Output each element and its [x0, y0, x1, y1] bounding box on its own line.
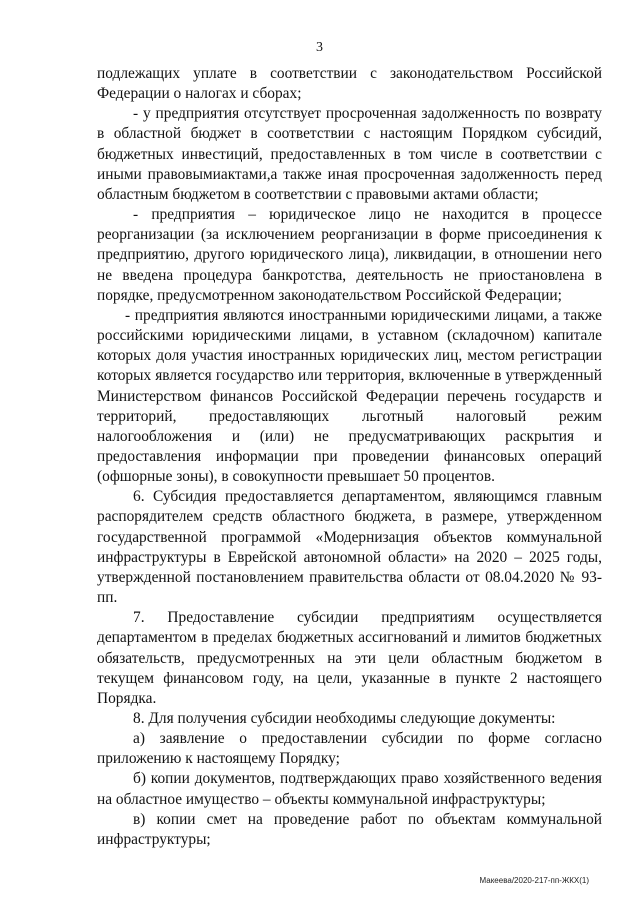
paragraph: - предприятия – юридическое лицо не находится в процессе реорганизации (за исключением реорганизации в форме присоединения к предприятию, другого юридического лица), ликвидации, в отношении него не введена процедура банкротства, деятельность не приостановлена в порядке, предусмотренном законодательством Российской Федерации;	[97, 206, 602, 304]
paragraph: - предприятия являются иностранными юридическими лицами, а также российскими юридическими лицами, в уставном (складочном) капитале которых доля участия иностранных юридических лиц, местом регистрации которых является государство или территория, включенные в утвержденный Министерством финансов Российской Федерации перечень государств и территорий, предоставляющих льготный налоговый режим налогообложения и (или) не предусматривающих раскрытия и предоставления информации при проведении финансовых операций (офшорные зоны), в совокупности превышает 50 процентов.	[97, 306, 602, 486]
paragraph: а) заявление о предоставлении субсидии по форме согласно приложению к настоящему Порядку;	[97, 730, 602, 768]
paragraph: 8. Для получения субсидии необходимы следующие документы:	[133, 710, 556, 727]
paragraph: 7. Предоставление субсидии предприятиям осуществляется департаментом в пределах бюджетных ассигнований и лимитов бюджетных обязательств, предусмотренных на эти цели областным бюджетом в текущем финансовом году, на цели, указанные в пункте 2 настоящего Порядка.	[97, 609, 602, 707]
paragraph: подлежащих уплате в соответствии с законодательством Российской Федерации о налогах и сборах;	[97, 65, 602, 103]
document-body	[97, 64, 602, 850]
document-footer-code: Макеева/2020-217-пп-ЖКХ(1)	[479, 876, 589, 885]
page-number: 3	[316, 40, 323, 55]
paragraph: б) копии документов, подтверждающих право хозяйственного ведения на областное имущество – объекты коммунальной инфраструктуры;	[97, 770, 602, 808]
paragraph: в) копии смет на проведение работ по объектам коммунальной инфраструктуры;	[97, 810, 602, 848]
paragraph: 6. Субсидия предоставляется департаментом, являющимся главным распорядителем средств областного бюджета, в размере, утвержденном государственной программой «Модернизация объектов коммунальной инфраструктуры в Еврейской автономной области» на 2020 – 2025 годы, утвержденной постановлением правительства области от 08.04.2020 № 93-пп.	[97, 488, 602, 607]
paragraph: - у предприятия отсутствует просроченная задолженность по возврату в областной бюджет в соответствии с настоящим Порядком субсидий, бюджетных инвестиций, предоставленных в том числе в соответствии с иными правовымиактами,а также иная просроченная задолженность перед областным бюджетом в соответствии с правовыми актами области;	[97, 105, 602, 203]
